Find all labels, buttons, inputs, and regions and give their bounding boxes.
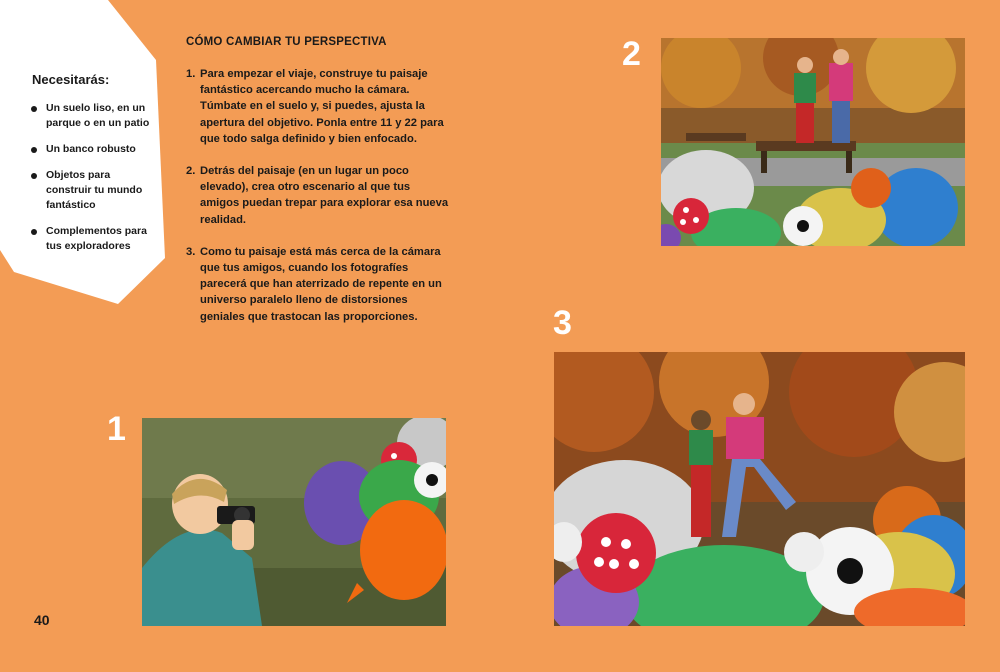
step-number: 2.: [186, 165, 196, 178]
instruction-step: [186, 244, 451, 325]
materials-item: Un suelo liso, en un parque o en un patio: [28, 101, 158, 131]
materials-item: Complementos para tus exploradores: [28, 224, 158, 254]
step-text: Como tu paisaje está más cerca de la cámara que tus amigos, cuando los fotografíes parecerá que han aterrizado de repente en un universo paralelo lleno de distorsiones geniales que trastocan las proporciones.: [200, 245, 442, 323]
photo-2-girls-on-bench: [661, 38, 965, 246]
materials-item: Objetos para construir tu mundo fantástico: [28, 168, 158, 213]
step-text: Para empezar el viaje, construye tu paisaje fantástico acercando mucho la cámara. Túmbate en el suelo y, si puedes, ajusta la apertura del objetivo. Ponla entre 11 y 22 para que todo salga definido y bien enfocado.: [200, 68, 444, 145]
step-number: 1.: [186, 68, 196, 80]
photo-number-1: 1: [107, 410, 126, 448]
materials-item: Un banco robusto: [28, 142, 158, 157]
instruction-step: [186, 66, 451, 147]
materials-list: [28, 101, 158, 254]
photo-number-3: 3: [553, 304, 572, 342]
instructions-heading: CÓMO CAMBIAR TU PERSPECTIVA: [186, 36, 387, 48]
instructions-block: [186, 36, 451, 341]
materials-note: [0, 0, 170, 310]
materials-title: Necesitarás:: [32, 72, 110, 87]
instruction-step: [186, 163, 451, 228]
photo-3-kids-on-balls: [554, 352, 965, 626]
photo-1-boy-with-camera: [142, 418, 446, 626]
step-text: Detrás del paisaje (en un lugar un poco elevado), crea otro escenario al que tus amigos puedan trepar para explorar esa nueva realidad.: [200, 165, 449, 226]
photo-number-2: 2: [622, 35, 641, 73]
page-number: 40: [34, 612, 50, 628]
step-number: 3.: [186, 245, 196, 258]
